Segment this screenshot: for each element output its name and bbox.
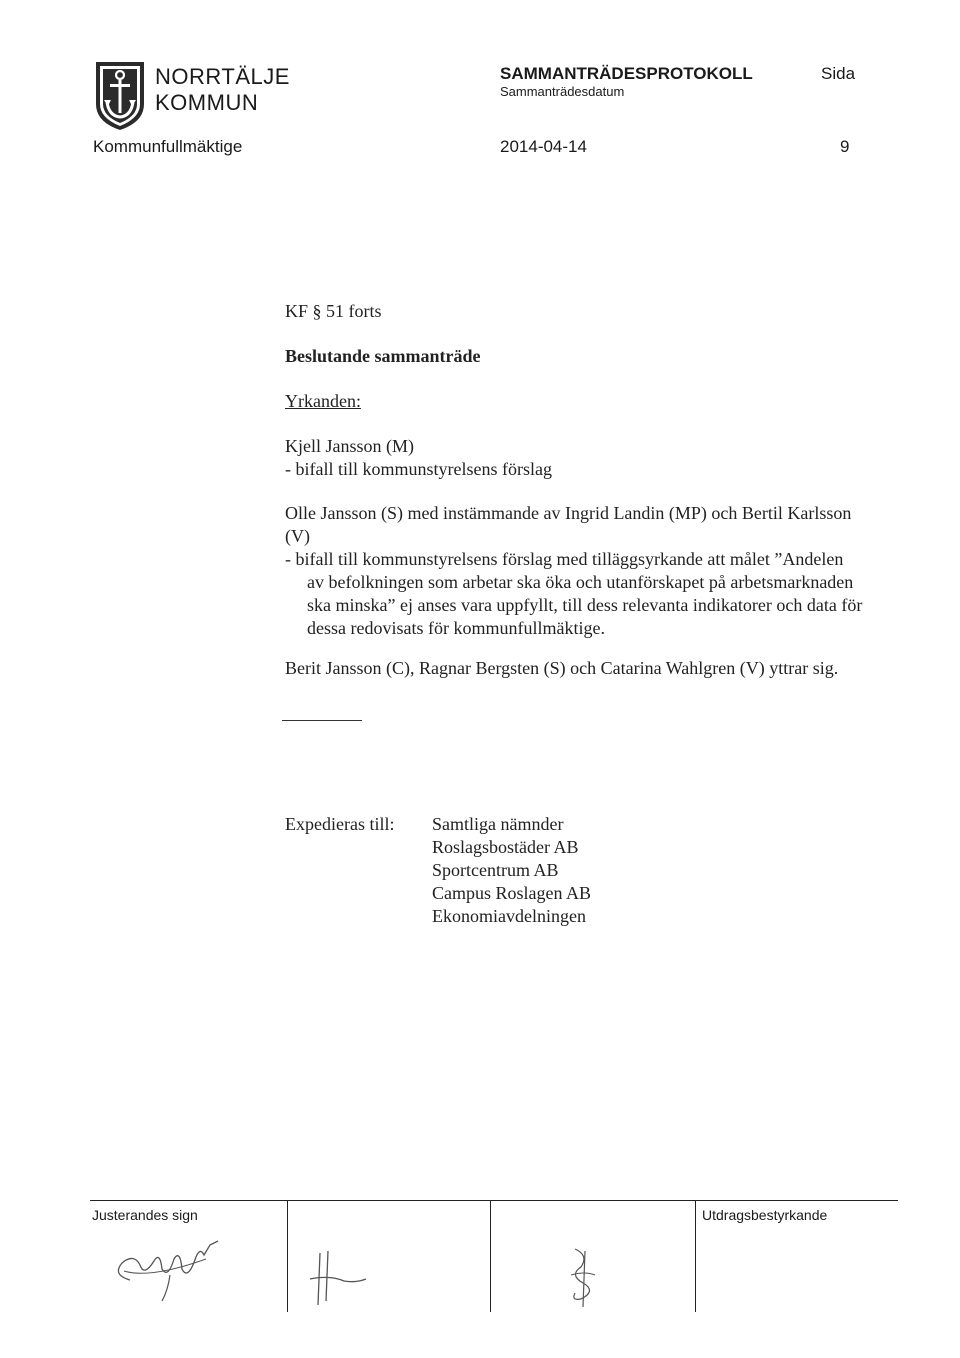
motion-1-line: - bifall till kommunstyrelsens förslag — [285, 459, 552, 479]
recipient: Ekonomiavdelningen — [432, 906, 586, 926]
page-number: 9 — [840, 137, 850, 156]
motion-1-line: Kjell Jansson (M) — [285, 436, 414, 456]
motion-2-line: - bifall till kommunstyrelsens förslag med tilläggsyrkande att målet ”Andelen — [285, 549, 844, 569]
recipient: Campus Roslagen AB — [432, 883, 592, 903]
recipient: Samtliga nämnder — [432, 814, 564, 834]
section-heading: Beslutande sammanträde — [285, 346, 481, 366]
signature-cell-divider — [287, 1200, 288, 1312]
yrkanden-label: Yrkanden: — [285, 391, 361, 411]
signature-cell-divider — [695, 1200, 696, 1312]
handwritten-signature-1 — [110, 1235, 230, 1305]
anchor-coat-of-arms-icon — [92, 60, 148, 132]
page-label: Sida — [821, 64, 856, 83]
date-label: Sammanträdesdatum — [500, 84, 625, 99]
signature-cell-divider — [490, 1200, 491, 1312]
handwritten-signature-2 — [300, 1245, 380, 1310]
signature-label: Justerandes sign — [92, 1207, 198, 1223]
extract-certification-label: Utdragsbestyrkande — [702, 1207, 828, 1223]
motion-2-line: Olle Jansson (S) med instämmande av Ingrid Landin (MP) och Bertil Karlsson — [285, 503, 852, 523]
meeting-date: 2014-04-14 — [500, 137, 587, 156]
statement-paragraph: Berit Jansson (C), Ragnar Bergsten (S) och Catarina Wahlgren (V) yttrar sig. — [285, 658, 839, 678]
section-reference: KF § 51 forts — [285, 301, 382, 321]
document-title: SAMMANTRÄDESPROTOKOLL — [500, 64, 753, 83]
recipient: Sportcentrum AB — [432, 860, 559, 880]
motion-2-line: ska minska” ej anses vara uppfyllt, till dess relevanta indikatorer och data för — [307, 595, 863, 615]
body-name: Kommunfullmäktige — [93, 137, 243, 156]
motion-2-line: av befolkningen som arbetar ska öka och utanförskapet på arbetsmarknaden — [307, 572, 854, 592]
org-name-line1: NORRTÄLJE — [155, 64, 290, 89]
distribution-label: Expedieras till: — [285, 814, 395, 834]
motion-2-line: dessa redovisats för kommunfullmäktige. — [307, 618, 605, 638]
signature-table-top-border — [90, 1200, 898, 1201]
divider — [282, 720, 362, 721]
handwritten-signature-3 — [555, 1245, 615, 1310]
motion-2-line: (V) — [285, 526, 310, 546]
municipality-logo — [92, 60, 148, 132]
recipient: Roslagsbostäder AB — [432, 837, 579, 857]
org-name-line2: KOMMUN — [155, 90, 259, 115]
